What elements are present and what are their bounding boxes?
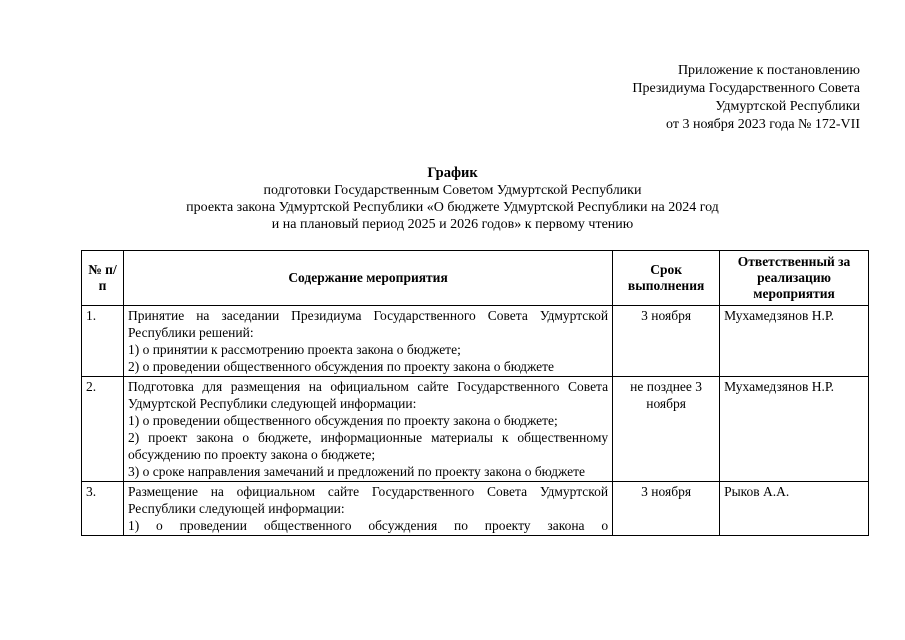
appendix-note xyxy=(632,62,860,134)
row-content xyxy=(123,306,612,377)
appendix-line: Удмуртской Республики xyxy=(715,99,860,114)
schedule-table xyxy=(81,250,869,536)
document-subtitle-line: подготовки Государственным Советом Удмуртской Республики xyxy=(263,183,642,198)
appendix-line: от 3 ноября 2023 года № 172-VII xyxy=(666,117,860,132)
table-header-row xyxy=(82,251,869,306)
appendix-line: Президиума Государственного Совета xyxy=(632,81,860,96)
row-term: не позднее 3 ноября xyxy=(613,377,720,482)
table-row xyxy=(82,377,869,482)
content-line: 2) проект закона о бюджете, информационные материалы к общественному обсуждению по проекту закона о бюджете; xyxy=(127,430,609,462)
content-line: 1) о проведении общественного обсуждения по проекту закона о xyxy=(127,518,609,533)
table-row xyxy=(82,306,869,377)
row-content xyxy=(123,377,612,482)
row-term: 3 ноября xyxy=(613,482,720,536)
row-num: 1. xyxy=(82,306,124,377)
header-num: № п/п xyxy=(82,251,124,306)
document-subtitle-line: и на плановый период 2025 и 2026 годов» к первому чтению xyxy=(271,217,634,232)
row-term: 3 ноября xyxy=(613,306,720,377)
content-line: Подготовка для размещения на официальном сайте Государственного Совета Удмуртской Республики следующей информации: xyxy=(127,379,609,411)
row-responsible: Мухамедзянов Н.Р. xyxy=(720,377,869,482)
appendix-line: Приложение к постановлению xyxy=(677,63,860,78)
content-line: 2) о проведении общественного обсуждения по проекту закона о бюджете xyxy=(127,359,555,374)
header-responsible: Ответственный за реализацию мероприятия xyxy=(720,251,869,306)
content-line: 3) о сроке направления замечаний и предложений по проекту закона о бюджете xyxy=(127,464,585,479)
content-line: Размещение на официальном сайте Государственного Совета Удмуртской Республики следующей информации: xyxy=(127,484,609,516)
row-responsible: Мухамедзянов Н.Р. xyxy=(720,306,869,377)
document-title: График xyxy=(427,165,478,181)
document-subtitle-line: проекта закона Удмуртской Республики «О бюджете Удмуртской Республики на 2024 год xyxy=(186,200,719,215)
row-num: 2. xyxy=(82,377,124,482)
content-line: 1) о проведении общественного обсуждения по проекту закона о бюджете; xyxy=(127,413,558,428)
row-num: 3. xyxy=(82,482,124,536)
row-responsible: Рыков А.А. xyxy=(720,482,869,536)
row-content xyxy=(123,482,612,536)
header-content: Содержание мероприятия xyxy=(123,251,612,306)
table-row xyxy=(82,482,869,536)
content-line: Принятие на заседании Президиума Государственного Совета Удмуртской Республики решений: xyxy=(127,308,609,340)
header-term: Срок выполнения xyxy=(613,251,720,306)
document-heading xyxy=(0,165,905,233)
content-line: 1) о принятии к рассмотрению проекта закона о бюджете; xyxy=(127,342,461,357)
